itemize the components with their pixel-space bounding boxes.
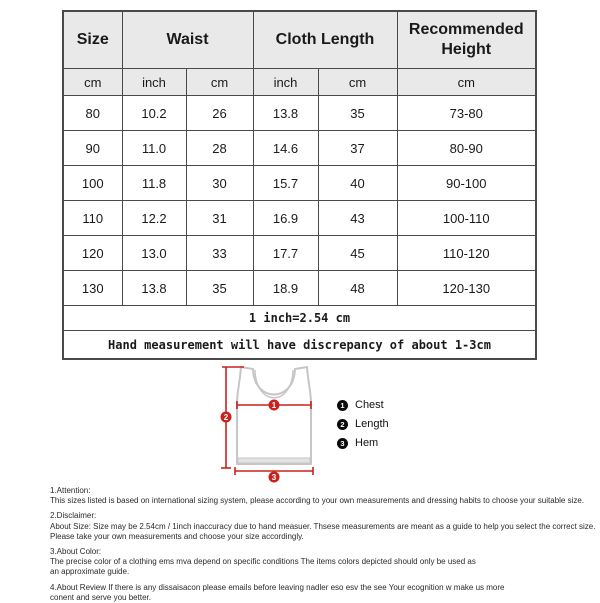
attention-body: This sizes listed is based on international sizing system, please according to your own measurements and dressing habits to choose your suitable size. (50, 496, 585, 506)
table-row (63, 201, 536, 236)
height-cell: 100-110 (397, 201, 536, 236)
col-header-cloth-length: Cloth Length (253, 11, 397, 69)
length-marker (221, 412, 232, 423)
waist-inch-cell: 11.0 (122, 131, 186, 166)
unit-cell: inch (253, 69, 318, 96)
vest-diagram (218, 361, 340, 490)
legend-hem-label: Hem (355, 437, 379, 449)
disclaimer-line-2: Please take your own measurements and choose your size accordingly. (50, 531, 304, 541)
table-header-row (63, 11, 536, 69)
length-inch-cell: 16.9 (253, 201, 318, 236)
legend-length-label: Length (355, 418, 389, 430)
legend-hem-marker-icon: 3 (337, 438, 348, 449)
length-inch-cell: 15.7 (253, 166, 318, 201)
length-cm-cell: 45 (318, 236, 397, 271)
legend-item-hem (337, 437, 389, 449)
vest-outline (237, 367, 311, 464)
length-inch-cell: 13.8 (253, 96, 318, 131)
col-header-size: Size (63, 11, 122, 69)
hem-marker (269, 472, 280, 483)
legend-chest-label: Chest (355, 399, 384, 411)
length-cm-cell: 48 (318, 271, 397, 306)
unit-cell: cm (63, 69, 122, 96)
length-inch-cell: 14.6 (253, 131, 318, 166)
legend-length-marker-icon: 2 (337, 419, 348, 430)
vest-hem-band (238, 458, 310, 463)
length-cm-cell: 43 (318, 201, 397, 236)
size-cell: 80 (63, 96, 122, 131)
size-cell: 100 (63, 166, 122, 201)
size-cell: 110 (63, 201, 122, 236)
waist-inch-cell: 10.2 (122, 96, 186, 131)
unit-cell: inch (122, 69, 186, 96)
legend-item-chest (337, 399, 389, 411)
length-inch-cell: 18.9 (253, 271, 318, 306)
unit-cell: cm (318, 69, 397, 96)
waist-cm-cell: 35 (186, 271, 253, 306)
vest-diagram-svg (218, 361, 340, 485)
length-cm-cell: 37 (318, 131, 397, 166)
length-cm-cell: 35 (318, 96, 397, 131)
size-cell: 130 (63, 271, 122, 306)
table-row (63, 236, 536, 271)
chest-marker (269, 400, 280, 411)
legend-item-length (337, 418, 389, 430)
waist-cm-cell: 33 (186, 236, 253, 271)
disclaimer-line-1: About Size: Size may be 2.54cm / 1inch inaccuracy due to hand measuer. Thsese measurements are meant as a guide to help you select the correct size. (50, 521, 596, 531)
inch-conversion-note: 1 inch=2.54 cm (63, 306, 536, 331)
height-cell: 73-80 (397, 96, 536, 131)
waist-inch-cell: 12.2 (122, 201, 186, 236)
height-cell: 120-130 (397, 271, 536, 306)
about-review-line-2: conent and serve you better. (50, 592, 151, 602)
svg-text:1: 1 (271, 400, 277, 410)
height-cell: 80-90 (397, 131, 536, 166)
size-cell: 90 (63, 131, 122, 166)
measurement-legend (337, 399, 389, 449)
svg-text:3: 3 (271, 472, 277, 482)
hand-note-row (63, 331, 536, 360)
waist-inch-cell: 13.8 (122, 271, 186, 306)
waist-cm-cell: 28 (186, 131, 253, 166)
length-inch-cell: 17.7 (253, 236, 318, 271)
waist-cm-cell: 26 (186, 96, 253, 131)
unit-cell: cm (186, 69, 253, 96)
inch-note-row (63, 306, 536, 331)
waist-inch-cell: 13.0 (122, 236, 186, 271)
height-cell: 90-100 (397, 166, 536, 201)
hand-measurement-note: Hand measurement will have discrepancy of about 1-3cm (63, 331, 536, 360)
height-cell: 110-120 (397, 236, 536, 271)
about-color-line-2: an approximate guide. (50, 567, 130, 577)
size-cell: 120 (63, 236, 122, 271)
col-header-recommended-height: Recommended Height (397, 11, 536, 69)
about-review-line-1: 4.About Review If there is any dissaisacon please emails before leaving nadler eso esv the see Your ecognition w make us more (50, 582, 505, 592)
table-row (63, 166, 536, 201)
table-unit-row (63, 69, 536, 96)
legend-chest-marker-icon: 1 (337, 400, 348, 411)
attention-title: 1.Attention: (50, 486, 91, 495)
about-color-line-1: The precise color of a clothing ems mva depend on specific conditions The items colors depicted should only be used as (50, 557, 476, 567)
size-chart-table (62, 10, 537, 360)
table-row (63, 271, 536, 306)
svg-text:2: 2 (223, 412, 229, 422)
waist-cm-cell: 31 (186, 201, 253, 236)
table-row (63, 131, 536, 166)
length-cm-cell: 40 (318, 166, 397, 201)
table-row (63, 96, 536, 131)
waist-cm-cell: 30 (186, 166, 253, 201)
col-header-waist: Waist (122, 11, 253, 69)
about-color-title: 3.About Color: (50, 547, 102, 557)
waist-inch-cell: 11.8 (122, 166, 186, 201)
notes-section (50, 486, 598, 603)
unit-cell: cm (397, 69, 536, 96)
disclaimer-title: 2.Disclaimer: (50, 511, 97, 521)
